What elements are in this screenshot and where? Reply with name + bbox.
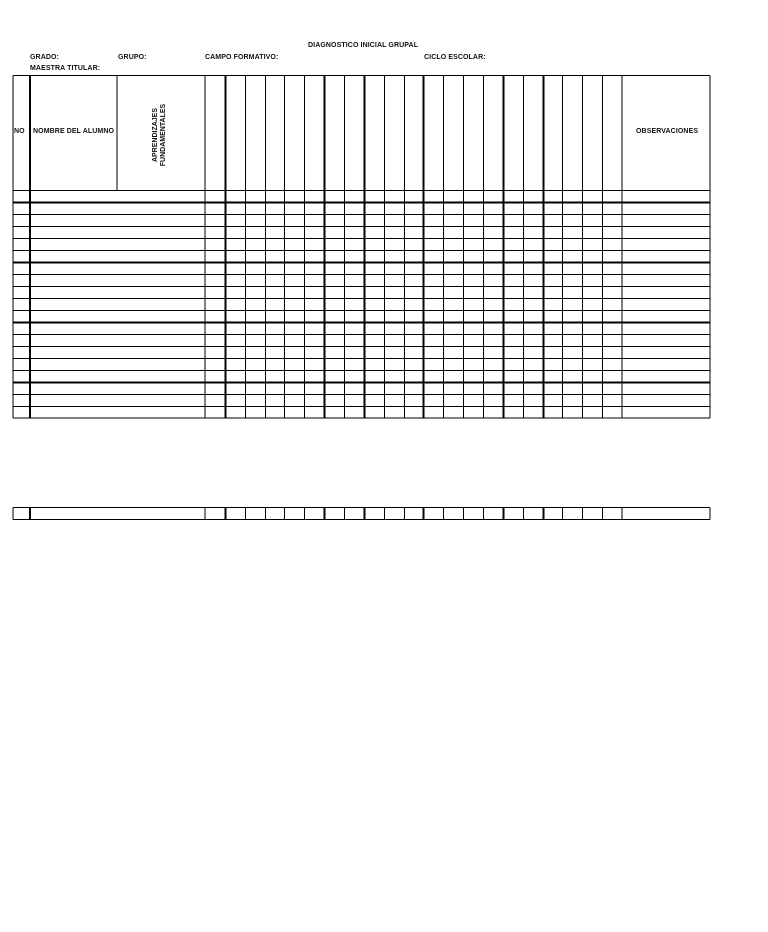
header-nombre-del-alumno: NOMBRE DEL ALUMNO	[33, 128, 115, 135]
header-aprendizajes-fundamentales	[152, 97, 168, 173]
grado-label: GRADO:	[30, 54, 59, 61]
header-observaciones: OBSERVACIONES	[636, 128, 699, 135]
grupo-label: GRUPO:	[118, 54, 147, 61]
header-aprendizajes-line2: FUNDAMENTALES	[160, 103, 167, 167]
maestra-titular-label: MAESTRA TITULAR:	[30, 65, 101, 72]
ciclo-escolar-label: CICLO ESCOLAR:	[424, 54, 486, 61]
document-title: DIAGNOSTICO INICIAL GRUPAL	[308, 42, 419, 49]
campo-formativo-label: CAMPO FORMATIVO:	[205, 54, 279, 61]
header-no: NO	[14, 128, 25, 135]
header-aprendizajes-line1: APRENDIZAJES	[152, 107, 159, 163]
